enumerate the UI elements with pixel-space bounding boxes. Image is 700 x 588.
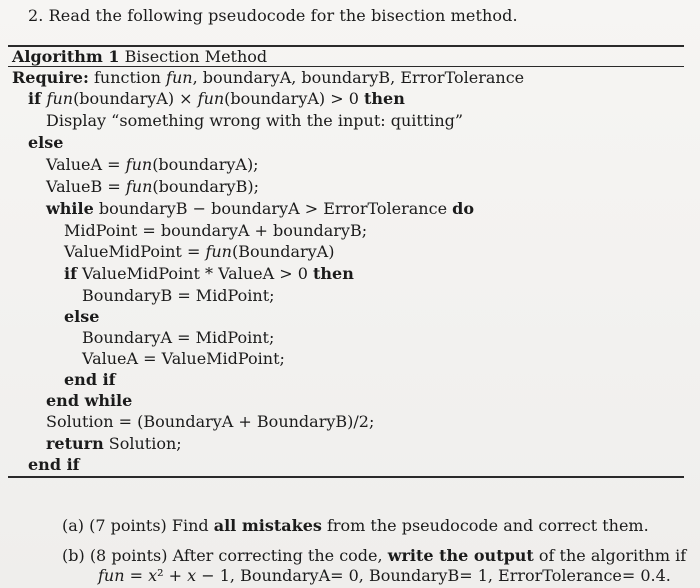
code-segment: then (364, 89, 405, 108)
code-segment: BoundaryA = MidPoint; (82, 328, 275, 347)
code-segment: ValueB = (46, 177, 126, 196)
algorithm-label: Algorithm 1 (12, 47, 120, 66)
part-b (62, 546, 686, 566)
code-segment: fun (205, 242, 232, 261)
part-segment: from the pseudocode and correct them. (321, 516, 649, 535)
code-segment: if (64, 264, 77, 283)
algorithm-title (12, 47, 267, 66)
code-line (64, 221, 367, 241)
code-line (46, 391, 132, 411)
code-line (46, 199, 474, 219)
code-segment: BoundaryB = MidPoint; (82, 286, 275, 305)
part-b-condition (98, 566, 671, 586)
algorithm-name: Bisection Method (124, 47, 268, 66)
code-segment: fun (197, 89, 225, 108)
part-segment: (b) (8 points) After correcting the code, (62, 546, 388, 565)
code-line (82, 328, 274, 348)
code-segment: MidPoint = boundaryA + boundaryB; (64, 221, 368, 240)
code-segment: function (88, 68, 167, 87)
part-segment: x (187, 566, 197, 585)
code-segment: else (28, 133, 64, 152)
part-segment: ² + (157, 566, 188, 585)
code-segment: Require: (12, 68, 89, 87)
code-segment: return (46, 434, 104, 453)
part-segment: (a) (7 points) Find (62, 516, 214, 535)
question-heading (28, 6, 518, 25)
code-line (28, 455, 80, 475)
code-line (46, 434, 182, 454)
code-segment: fun (125, 155, 153, 174)
code-segment: ValueMidPoint = (64, 242, 206, 261)
code-segment: Solution; (103, 434, 182, 453)
question-text: Read the following pseudocode for the bisection method. (48, 6, 518, 25)
code-line (46, 111, 463, 131)
question-number: 2. (28, 6, 44, 25)
code-line (82, 286, 275, 306)
code-line (12, 68, 524, 88)
code-line (46, 412, 374, 432)
code-line (82, 349, 285, 369)
code-line (46, 155, 259, 175)
code-segment: fun (166, 68, 193, 87)
code-line (28, 133, 63, 153)
code-segment: (boundaryA); (152, 155, 259, 174)
code-segment: Solution = (BoundaryA + BoundaryB)/2; (46, 412, 375, 431)
code-segment: , boundaryA, boundaryB, ErrorTolerance (192, 68, 525, 87)
code-segment: then (313, 264, 354, 283)
code-line (28, 89, 405, 109)
code-line (64, 264, 354, 284)
part-segment: write the output (387, 546, 534, 565)
code-line (64, 242, 334, 262)
code-segment: Display “something wrong with the input: quitting” (46, 111, 464, 130)
part-segment: of the algorithm if (533, 546, 687, 565)
code-segment: ValueA = (46, 155, 126, 174)
part-segment: all mistakes (213, 516, 322, 535)
code-segment: if (28, 89, 47, 108)
code-segment: fun (125, 177, 153, 196)
part-segment: − 1, BoundaryA= 0, BoundaryB= 1, ErrorTolerance= 0.4. (196, 566, 671, 585)
code-segment: end if (64, 370, 116, 389)
part-segment: fun (98, 566, 125, 585)
code-segment: boundaryB − boundaryA > ErrorTolerance (93, 199, 453, 218)
code-segment: do (452, 199, 474, 218)
algorithm-bottom-rule (8, 476, 684, 478)
part-segment: x (148, 566, 158, 585)
code-segment: while (46, 199, 94, 218)
algorithm-title-rule (8, 66, 684, 67)
code-segment: (BoundaryA) (231, 242, 335, 261)
code-segment: ValueA = ValueMidPoint; (82, 349, 285, 368)
part-segment: = (124, 566, 149, 585)
code-segment: (boundaryA) × (73, 89, 198, 108)
code-segment: (boundaryB); (152, 177, 259, 196)
code-segment: (boundaryA) > 0 (224, 89, 365, 108)
part-a (62, 516, 649, 536)
code-segment: fun (46, 89, 74, 108)
code-line (46, 177, 259, 197)
code-segment: ValueMidPoint * ValueA > 0 (76, 264, 313, 283)
code-line (64, 370, 116, 390)
code-line (64, 307, 99, 327)
code-segment: end while (46, 391, 133, 410)
code-segment: else (64, 307, 100, 326)
code-segment: end if (28, 455, 80, 474)
